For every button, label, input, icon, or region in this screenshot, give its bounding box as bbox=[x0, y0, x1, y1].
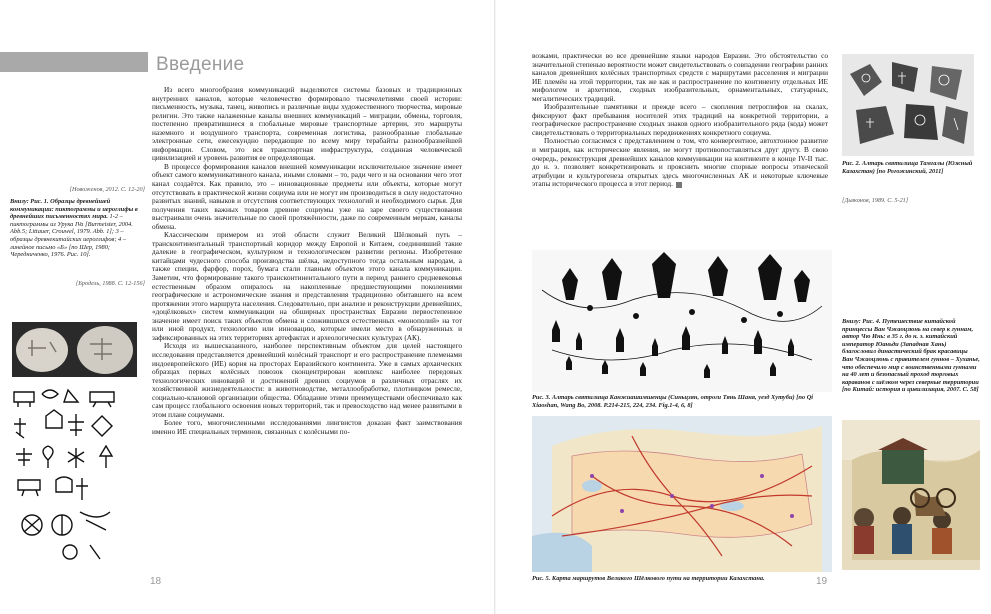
figure-3-rock-art bbox=[532, 250, 832, 392]
figure-1-pictograms bbox=[10, 320, 140, 570]
figure-4-painting bbox=[842, 420, 980, 570]
figure-5-caption: Рис. 5. Карта маршрутов Великого Шёлкового пути на территории Казахстана. bbox=[532, 575, 765, 582]
right-body-text: возками, практически во все древнейшие языки народов Евразии. Это обстоятельство со значительной степенью вероятности может свидетельствовать о совпадении географии ранних каналов древнейших колёсных транспортных средств с маршрутами расселения и миграции ИЕ племён на этой территории, так же как и распространение по континенту отдельных ИЕ мифологем и архетипов, сходных изобразительных, орнаментальных, статуарных, мегалитических традиций. Изобразительные памятники и прежде всего – скопления петроглифов на скалах, фиксируют факт пребывания носителей этих традиций на конкретной территории, а географическое распространение сходных знаков одного изобразительного ряда (кода) может свидетельствовать о территориальных передвижениях конкретного социума. Полностью согласимся с представлением о том, что конвергентное, автохтонное развитие и миграция, как исторические явления, не могут противопоставляться друг другу. В свою очередь, реконструкция древнейших каналов коммуникации на континенте в конце IV-II тыс. до н. э. позволяет конкретизировать и прояснить многие спорные вопросы этнической атрибуции и культурогенеза открытых здесь многочисленных АК и некоторые ключевые этапы исторического процесса в этот период. bbox=[532, 51, 828, 189]
page-title: Введение bbox=[156, 54, 245, 75]
page-number-left: 18 bbox=[150, 576, 162, 587]
figure-1-caption: Внизу: Рис. 1. Образцы древнейшей коммуникации: пиктограммы и иероглифы в древнейших письменностях мира. 1-2 – пиктограммы из Урука IVa [Burmeister, 2004. Abb.5; Littauer, Crouwel, 1979. Abb. 1]; 3 – образцы древнекитайских иероглифов; 4 – линейное письмо «Б» [по Шер, 1980; Чередниченко, 1976. Рис. 10]. bbox=[10, 198, 138, 259]
figure-2-caption: Рис. 2. Алтарь святилища Тамгалы (Южный Казахстан) [по Рогожинский, 2011] bbox=[842, 160, 973, 175]
left-body-text: Из всего многообразия коммуникаций выделяются системы базовых и традиционных внутренних каналов, которые человечество формировало тысячелетиями своей истории: письменность, музыка, танец, живопись и различные виды художественного творчества, мировые религии. Это также налаженные каналы внешних коммуникаций – миграции, обмены, торговля, постепенно превратившиеся в глобальные мировые транспортные артерии, это маршруты наземного и воздушного транспорта, современная логистика, разнообразные глобальные электронные сети, ежесекундно передающие по всему миру терабайты разнообразнейшей информации. Словом, это вся транспортная инфраструктура, созданная человеческой цивилизацией и уровень развития ее определяющая. В процессе формирования каналов внешней коммуникации исключительное значение имеет объект самого коммуникативного канала, иными словами – то, ради чего и на основании чего этот канал создаётся. Как правило, это – инновационные предметы или объекты, которые могут отсутствовать в практической жизни социума или не могут им производиться в силу недостаточно развитых знаний, навыков и отсутствия соответствующих технологий и необходимого сырья. Для получения таких важных товаров древние социумы уже на заре своего существования выстраивали очень значительные по своей протяжённости, даже по современным меркам, каналы обмена. Классическим примером из этой области служит Великий Шёлковый путь – трансконтинентальный транспортный коридор между Европой и Китаем, соединивший такие далекие в географическом, культурном и технологическом развитии регионы. Изобретение китайцами чудесного способа производства шёлка, недоступного тогда остальным народам, а также специи, фарфор, порох, бумага стали главным объектом этого канала коммуникации. Заметим, что формирование такого трансконтинентального пути в период раннего средневековья естественным образом опиралось на накопленные предшествующими поколениями географические и астрономические знания и представления традиционно обитавшего на всем протяжении этого маршрута населения. Следовательно, при анализе и реконструкции древнейших, «доцёлковых» систем коммуникации на обширных пространствах Евразии первостепенное значение имеет поиск таких объектов обмена и сложившихся естественных «монополий» на тот или иной продукт, технологию или инновацию, которые имели место в обнаруженных и зафиксированных на этих территориях артефактах и археологических культурах (АК). Исходя из вышесказанного, наиболее перспективным объектом для целей настоящего исследования представляется древнейший колёсный транспорт и его распространение племенами индоевропейского (ИЕ) корня на просторах Евразийского континента. Уже в самых архаических образцах первых колёсных повозок сконцентрирован комплекс наиболее передовых технологических инноваций и достижений древних социумов в различных отраслях их хозяйственной жизнедеятельности: в животноводстве, металлообработке, плотницком ремесле, социально-клановой организации общества. Обладание этими преимуществами обеспечивало как сам процесс глобального освоения новых территорий, так и превосходство над менее развитыми в этом плане социумами. Более того, многочисленными исследованиями лингвистов доказан факт заимствования именно ИЕ специальных терминов, связанных с колёсными по- bbox=[152, 85, 462, 436]
source-ref-right: [Дьяконов, 1989. С. 5-21] bbox=[842, 197, 909, 204]
header-band bbox=[0, 52, 148, 72]
source-ref-top: [Новоженов, 2012. С. 12-20] bbox=[69, 186, 145, 193]
right-page bbox=[496, 0, 991, 614]
figure-4-caption: Внизу: Рис. 4. Путешествие китайской принцессы Ван Чжаоцзюнь на север к гуннам, автор Чю Инь: в 35 г. до н. э. китайский император Юаньди (Западная Хань) благословил династический брак красавицы Ван Чжаоцзюнь с правителем гуннов – Хуханье, что обеспечило мир с воинственными гуннами на 40 лет и безопасный проход торговых караванов с шёлком через северные территории [по Китай: история и цивилизация, 2007. С. 58] bbox=[842, 318, 980, 394]
figure-5-silk-road-map bbox=[532, 416, 832, 572]
figure-2-tamgaly-altar bbox=[842, 54, 974, 156]
end-mark-icon bbox=[676, 182, 682, 188]
page-number-right: 19 bbox=[816, 576, 828, 587]
source-ref-mid: [Бродель, 1988. С. 12-156] bbox=[75, 280, 145, 287]
left-page bbox=[0, 0, 495, 614]
figure-3-caption: Рис. 3. Алтарь святилища Канжиашимшенцы (Синьцзян, отроги Тянь Шаня, уезд Хутуби) [по Qi Xiaoshan, Wang Bo, 2008. P.214-215, 224, 234. Fig.1-4, 6, 8] bbox=[532, 394, 814, 409]
